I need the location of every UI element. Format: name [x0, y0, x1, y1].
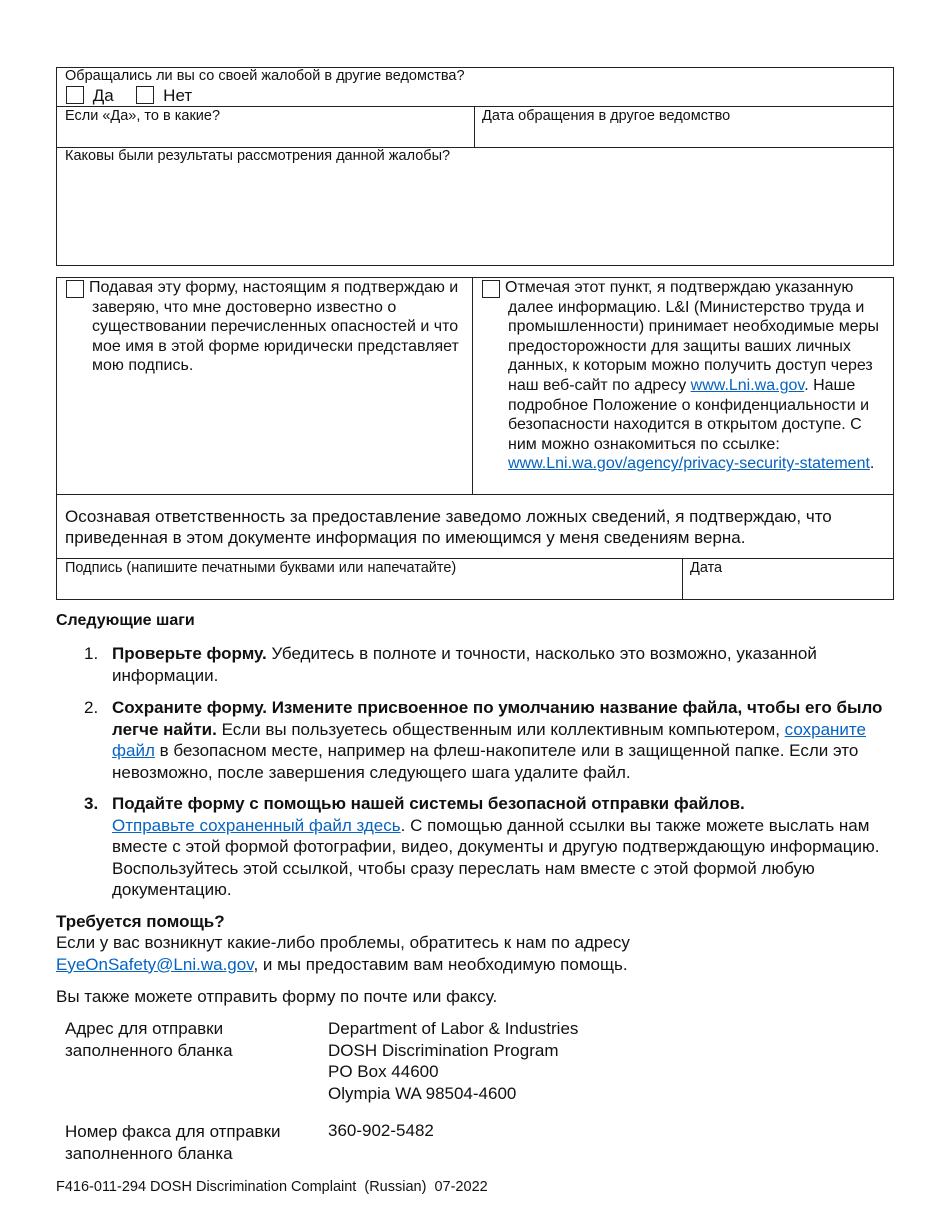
upload-file-link[interactable]: Отправьте сохраненный файл здесь — [112, 815, 401, 835]
help-text: Если у вас возникнут какие-либо проблемы, обратитесь к нам по адресу EyeOnSafety@Lni.wa.gov, и мы предоставим вам необходимую помощь. — [56, 933, 630, 974]
divider — [56, 106, 894, 107]
privacy-acknowledge-checkbox[interactable] — [482, 280, 500, 298]
divider — [56, 494, 894, 495]
signature-field[interactable]: Подпись (напишите печатными буквами или напечатайте) — [65, 560, 457, 576]
agency-contact-date-field[interactable]: Дата обращения в другое ведомство — [482, 108, 731, 124]
signature-date-field[interactable]: Дата — [690, 560, 723, 576]
divider — [682, 558, 683, 600]
save-file-link[interactable]: сохраните файл — [112, 719, 866, 761]
yes-label: Да — [92, 86, 114, 105]
next-step-2: 2. Сохраните форму. Измените присвоенное по умолчанию название файла, чтобы его было легче найти. Если вы пользуетесь общественным или коллективным компьютером, сохраните файл в безопасном месте, например на флеш-накопителе или в защищенной папке. Если это невозможно, после завершения следующего шага удалите файл. — [84, 698, 883, 783]
mailing-address: Department of Labor & Industries DOSH Discrimination Program PO Box 44600 Olympia WA 98504-4600 — [328, 1019, 579, 1103]
help-heading: Требуется помощь? — [56, 912, 225, 931]
yes-checkbox[interactable] — [66, 86, 84, 104]
attestation-left — [66, 278, 466, 376]
complaint-results-field[interactable]: Каковы были результаты рассмотрения данной жалобы? — [65, 148, 451, 164]
address-label: Адрес для отправки заполненного бланка — [65, 1019, 233, 1060]
attestation-left-text: Подавая эту форму, настоящим я подтверждаю и заверяю, что мне достоверно известно о существовании перечисленных опасностей и что мое имя в этой форме юридически представляет мою подпись. — [89, 279, 459, 375]
attestation-right-text: Отмечая этот пункт, я подтверждаю указанную далее информацию. L&I (Министерство труда и промышленности) принимает необходимые меры предосторожности для защиты ваших личных данных, к которым можно получить доступ через наш веб-сайт по адресу www.Lni.wa.gov. Наше подробное Положение о конфиденциальности и безопасности находится в открытом доступе. С ним можно ознакомиться по ссылке: www.Lni.wa.gov/agency/privacy-security-statement. — [505, 279, 879, 473]
divider — [474, 106, 475, 147]
privacy-statement-link[interactable]: www.Lni.wa.gov/agency/privacy-security-statement — [508, 455, 870, 473]
fax-number: 360-902-5482 — [328, 1121, 434, 1140]
no-checkbox[interactable] — [136, 86, 154, 104]
divider — [472, 277, 473, 495]
mail-fax-intro: Вы также можете отправить форму по почте или факсу. — [56, 987, 498, 1006]
fax-label: Номер факса для отправки заполненного бланка — [65, 1122, 281, 1163]
which-agencies-field[interactable]: Если «Да», то в какие? — [65, 108, 221, 124]
next-steps-heading: Следующие шаги — [56, 612, 195, 629]
no-label: Нет — [163, 86, 193, 105]
form-id-footer: F416-011-294 DOSH Discrimination Complaint (Russian) 07-2022 — [56, 1179, 488, 1195]
help-email-link[interactable]: EyeOnSafety@Lni.wa.gov — [56, 954, 254, 974]
yes-no-options — [66, 86, 192, 106]
perjury-statement: Осознавая ответственность за предоставление заведомо ложных сведений, я подтверждаю, что приведенная в этом документе информация по имеющимся у меня сведениям верна. — [65, 507, 832, 547]
other-agencies-question: Обращались ли вы со своей жалобой в другие ведомства? — [65, 68, 465, 84]
attestation-right — [482, 278, 888, 474]
divider — [56, 558, 894, 559]
next-step-3: 3. Подайте форму с помощью нашей системы безопасной отправки файлов. Отправьте сохраненный файл здесь. С помощью данной ссылки вы также можете выслать нам вместе с этой формой фотографии, видео, документы и другую подтверждающую информацию. Воспользуйтесь этой ссылкой, чтобы сразу переслать нам вместе с этой формой любую документацию. — [84, 794, 880, 899]
next-step-1: 1. Проверьте форму. Убедитесь в полноте и точности, насколько это возможно, указанной информации. — [84, 644, 817, 685]
attestation-signature-checkbox[interactable] — [66, 280, 84, 298]
lni-website-link[interactable]: www.Lni.wa.gov — [690, 376, 805, 394]
